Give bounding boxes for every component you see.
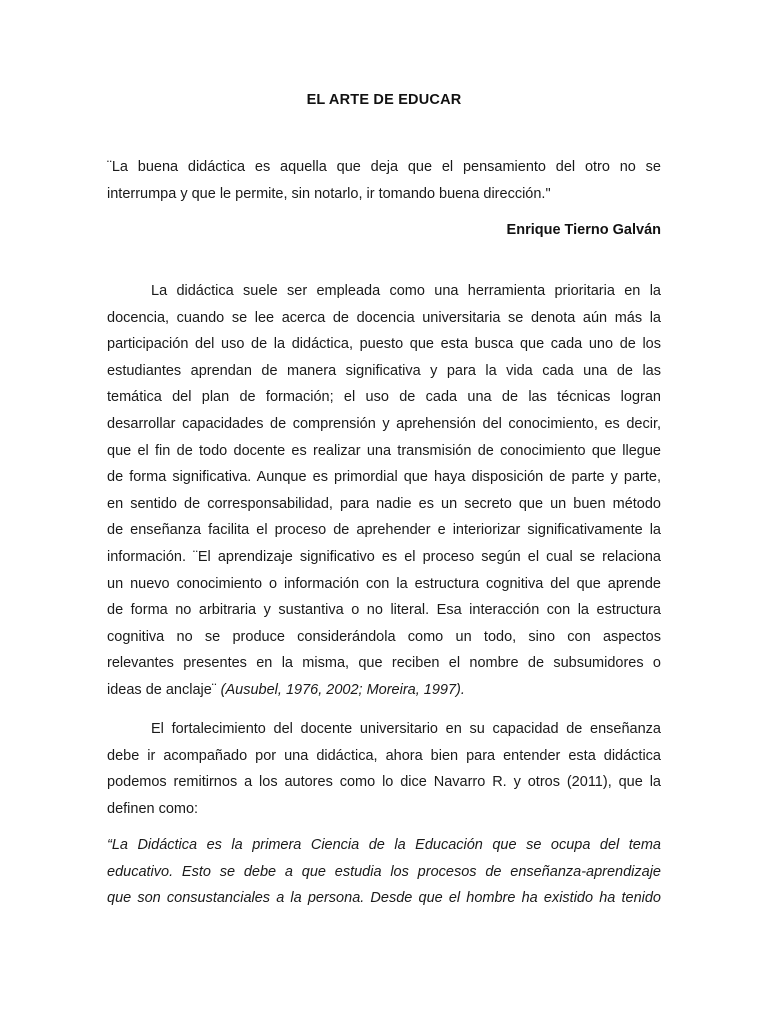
epigraph-quote [107, 154, 661, 208]
block-quote [107, 832, 661, 912]
paragraph-line: de forma significativa. Aunque es primordial que haya disposición de parte y parte, [107, 469, 661, 486]
paragraph-line: El fortalecimiento del docente universitario en su capacidad de enseñanza [151, 721, 661, 737]
paragraph-line: en sentido de corresponsabilidad, para nadie es un secreto que un buen método [107, 495, 661, 512]
paragraph-line: La didáctica suele ser empleada como una herramienta prioritaria en la [151, 283, 661, 299]
quote-line: educativo. Esto se debe a que estudia los procesos de enseñanza-aprendizaje [107, 863, 661, 880]
paragraph-line: definen como: [107, 800, 199, 817]
paragraph-line: cognitiva no se produce considerándola como un todo, sino con aspectos [107, 628, 661, 645]
paragraph-line: participación del uso de la didáctica, puesto que esta busca que cada uno de los [107, 336, 661, 353]
paragraph-last-line [107, 677, 661, 704]
paragraph-line: de enseñanza facilita el proceso de aprehender e interiorizar significativamente la [107, 522, 661, 539]
epigraph-line: interrumpa y que le permite, sin notarlo, ir tomando buena dirección." [107, 186, 551, 202]
paragraph-line-text: ideas de anclaje¨ [107, 681, 221, 698]
paragraph-line: relevantes presentes en la misma, que reciben el nombre de subsumidores o [107, 655, 661, 672]
paragraph-line: información. ¨El aprendizaje significativo es el proceso según el cual se relaciona [107, 548, 661, 565]
paragraph-line: temática del plan de formación; el uso de cada una de las técnicas logran [107, 389, 661, 406]
epigraph-line: ¨La buena didáctica es aquella que deja que el pensamiento del otro no se [107, 159, 661, 175]
quote-line: que son consustanciales a la persona. Desde que el hombre ha existido ha tenido [107, 890, 661, 907]
paragraph-line: un nuevo conocimiento o información con la estructura cognitiva del que aprende [107, 575, 661, 592]
paragraph-line: estudiantes aprendan de manera significativa y para la vida cada una de las [107, 362, 661, 379]
paragraph-line: docencia, cuando se lee acerca de docencia universitaria se denota aún más la [107, 309, 661, 326]
epigraph-author: Enrique Tierno Galván [506, 222, 661, 238]
paragraph-2 [107, 716, 661, 822]
paragraph-line: desarrollar capacidades de comprensión y aprehensión del conocimiento, es decir, [107, 415, 661, 432]
quote-line: “La Didáctica es la primera Ciencia de la Educación que se ocupa del tema [107, 837, 661, 853]
paragraph-1 [107, 278, 661, 704]
paragraph-line: que el fin de todo docente es realizar una transmisión de conocimiento que llegue [107, 442, 661, 459]
paragraph-line: debe ir acompañado por una didáctica, ahora bien para entender esta didáctica [107, 747, 661, 764]
document-title: EL ARTE DE EDUCAR [306, 92, 462, 108]
paragraph-line: podemos remitirnos a los autores como lo dice Navarro R. y otros (2011), que la [107, 774, 661, 791]
paragraph-line: de forma no arbitraria y sustantiva o no literal. Esa interacción con la estructura [107, 602, 661, 619]
citation: (Ausubel, 1976, 2002; Moreira, 1997). [220, 681, 465, 698]
